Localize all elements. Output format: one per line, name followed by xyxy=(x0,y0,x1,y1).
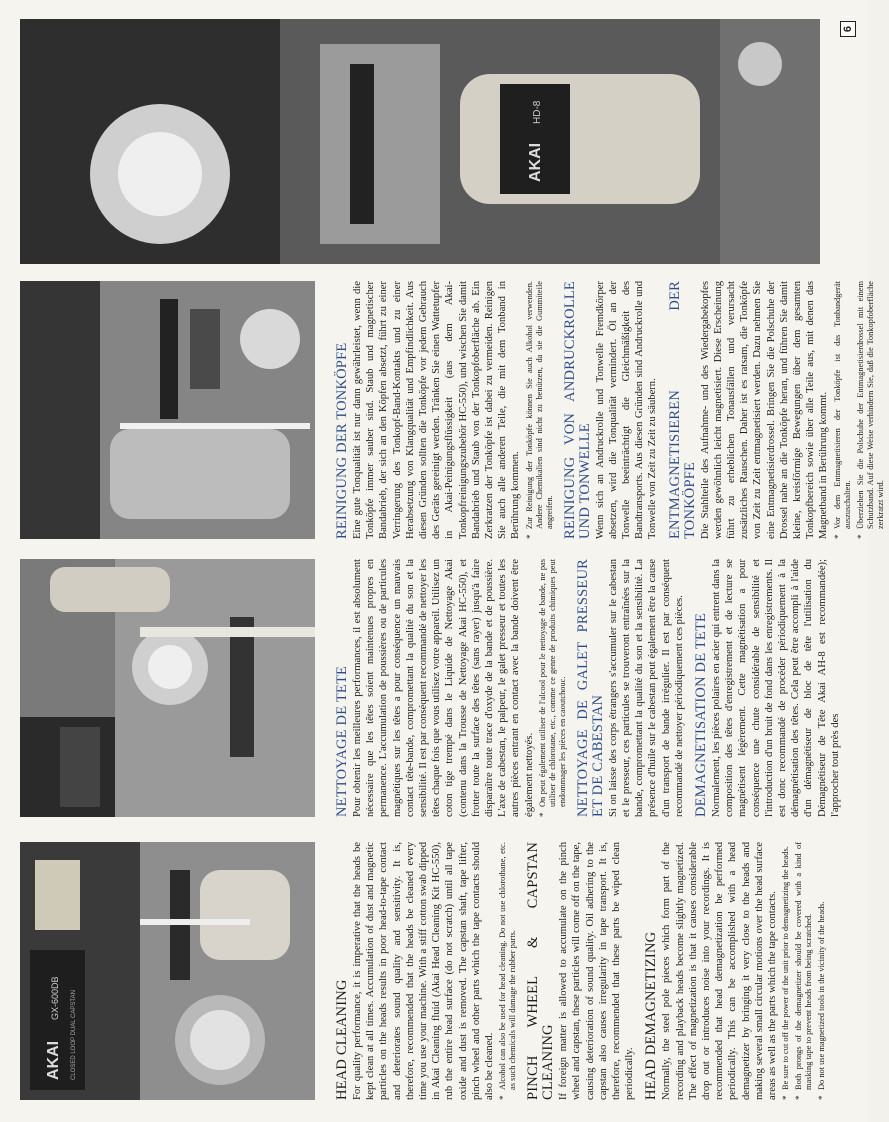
heading-andruckrolle: REINIGUNG VON ANDRUCKROLLE UND TONWELLE xyxy=(561,281,593,539)
note-alcohol: * Alcohol can also be used for head cleaning. Do not use chlorothane, etc. as such chemicals will damage the rubber parts. xyxy=(498,842,518,1100)
heading-galet-presseur: NETTOYAGE DE GALET PRESSEUR ET DE CABESTAN xyxy=(574,559,606,817)
note-prongs: * Both prongs of the demagnetizer should be covered with a kind of masking tape to prevent heads from being scratched. xyxy=(794,842,814,1100)
page-number: 6 xyxy=(840,21,856,37)
photo-head-cleaning-fr xyxy=(20,559,315,817)
column-german xyxy=(0,281,885,539)
heading-head-cleaning: HEAD CLEANING xyxy=(334,979,350,1100)
note-alkohol: * Zur Reinigung der Tonköpfe können Sie auch Alkohol verwenden. Andere Chemikalien sind nicht zu benützen, da sie die Gummiteile angreifen. xyxy=(525,281,555,539)
para-entmagnetisieren: Die Stahlteile des Aufnahme- und des Wiedergabekopfes werden gewöhnlich leicht magnetisiert. Diese Erscheinung führt zu erheblichen Tonausfällen und verursacht zusätzliches Rauschen. Daher ist es ratsam, die Tonköpfe von Zeit zu Zeit entmagnetisiert werden. Dazu nehmen Sie eine Entmagnetisierdrossel. Bringen Sie die Polschuhe der Drossel nahe an die Tonköpfe heran, und führen Sie damit kleine, kreisförmige Bewegungen über dem gesamten Tonkopfbereich sowie über alle Teile aus, mit denen das Magnetband in Berührung kommt. xyxy=(699,281,830,539)
note-power-off: * Be sure to cut off the power of the unit prior to demagnetizing the heads. xyxy=(781,842,791,1100)
english-text xyxy=(335,842,830,1100)
french-text xyxy=(335,559,844,817)
note-tools: * Do not use magnetized tools in the vicinity of the heads. xyxy=(817,842,827,1100)
column-english xyxy=(0,842,868,1100)
para-reinigung-tonkoepfe: Eine gute Tonqualität ist nur dann gewährleistet, wenn die Tonköpfe immer sauber sind. Staub und magnetischer Bandabrieb, der sich an den Köpfen absetzt, führt zu einer Verringerung des Tonkopf-Band-Kontakts und zu einer Herabsetzung von Klangqualität und Empfindlichkeit. Aus diesen Gründen sollten die Tonköpfe vor jedem Gebrauch des Geräts gereinigt werden. Tränken Sie einen Wattetupfer in Akai-Peinigungsflüssigkeit (aus dem Akai-Tonkopfreinigungszubehör HC-550), und wischen Sie damit Bandabrieb und Staub von der Tonkopfoberfläche ab. Ein Zerkratzen der Tonköpfe ist dabei zu vermeiden. Reinigen Sie auch alle anderen Teile, die mit dem Tonband in Berührung kommen. xyxy=(352,281,522,539)
heading-demagnetisation: DEMAGNETISATION DE TETE xyxy=(693,612,710,817)
note-schutzband: * Überziehen Sie die Polschuhe der Entmagnetisierdrossel mit einem Schutzband. Auf diese Weise verhindern Sie, daß die Tonkopfoberfläche zerkratzt wird. xyxy=(856,281,886,539)
column-french xyxy=(0,559,868,817)
photo-demagnetizer xyxy=(20,19,820,264)
demag-brand-text: AKAI xyxy=(527,142,544,182)
heading-demagnetizing: HEAD DEMAGNETIZING xyxy=(643,931,660,1100)
heading-entmagnetisieren: ENTMAGNETISIEREN DER TONKÖPFE xyxy=(666,281,698,539)
photo-head-cleaning xyxy=(20,842,315,1100)
note-ausschalten: * Vor dem Entmagnetisieren der Tonköpfe ist das Tonbandgerät auszuschalten. xyxy=(833,281,853,539)
para-andruckrolle: Wenn sich an Andruckrolle und Tonwelle Fremdkörper absetzen, wird die Tonqualität vermindert. Öl an der Tonwelle beeinträchtigt die Gleichmäßigkeit des Bandtransports. Aus diesen Gründen sind Andruckrolle und Tonwelle von Zeit zu Zeit zu säubern. xyxy=(594,281,659,539)
photo-model-text: GX-600DB xyxy=(50,976,60,1020)
para-nettoyage-tete: Pour obtenir les meilleures performances, il est absolument nécessaire que les têtes soient maintenues propres en permanence. L'accumulation de poussières ou de particules magnétiques sur les têtes a pour conséquence un mauvais contact tête-bande, compromettant la qualité du son et la sensibilité. Il est par conséquent recommandé de nettoyer les têtes chaque fois que vous utilisez votre appareil. Utilisez un coton tige trempé dans le Liquide de Nettoyage Akai (contenu dans la Trousse de Nettoyage Akai HC-550), et frotter toute la surface des têtes (sans rayer) jusqu'à faire disparaître toute trace d'oxyde de la bande et de poussière. L'axe de cabestan, le palpeur, le galet presseur et toutes les autres pièces entrant en contact avec la bande doivent être également nettoyés. xyxy=(352,559,535,817)
heading-reinigung-tonkoepfe: REINIGUNG DER TONKÖPFE xyxy=(334,342,350,539)
para-pinch-wheel: If foreign matter is allowed to accumulate on the pinch wheel and capstan, these particles will come off on the tape, causing deterioration of sound quality. Oil adhering to the capstan also causes irregularity in tape transport. It is, therefore, recommended that these parts be wiped clean periodically. xyxy=(558,842,636,1100)
demag-model-text: HD-8 xyxy=(532,100,543,124)
para-galet-presseur: Si on laisse des corps étrangers s'accumuler sur le cabestan et le presseur, ces particules se trouveront entraînées sur la bande, compromettant la qualité du son et la sensibilité. La présence d'huile sur le cabestan peut également être la cause d'un transport de bande irrégulier. Il est par conséquent recommandé de nettoyer périodiquement ces pièces. xyxy=(607,559,685,817)
heading-pinch-wheel: PINCH WHEEL & CAPSTAN CLEANING xyxy=(525,842,557,1100)
para-head-cleaning: For quality performance, it is imperative that the heads be kept clean at all times. Accumulation of dust and magnetic particles on the heads results in poor head-to-tape contact and deteriorates sound quality and sensitivity. It is, therefore, recommended that the heads be cleaned every time you use your machine. With a stiff cotton swab dipped in Akai Cleaning fluid (Akai Head Cleaning Kit HC-550), rub the entire head surface (do not scratch) until all tape oxide and dust is removed. The capstan shaft, tape lifter, pinch wheel and other parts which the tape contacts should also be cleaned. xyxy=(352,842,496,1100)
note-alcool: * On peut également utiliser de l'alcool pour le nettoyage de bande, ne pas utiliser de chlorotane, etc., comme ce genre de produits chimiques peut endommager les pièces en caoutchouc. xyxy=(538,559,568,817)
column-photo xyxy=(0,19,868,264)
photo-head-cleaning-de xyxy=(20,281,315,539)
photo-label-text: CLOSED LOOP DUAL CAPSTAN xyxy=(71,990,77,1080)
para-demagnetizing: Normally, the steel pole pieces which form part of the recording and playback heads become slightly magnetized. The effect of magnetization is that it causes considerable drop out or introduces noise into your recordings. It is recommended that head demagnetization be performed periodically. This can be accomplished with a head demagnetizer by bringing it very close to the heads and making several small circular motions over the head surface areas as well as the parts which the tape contacts. xyxy=(661,842,779,1100)
german-text xyxy=(335,281,889,539)
heading-nettoyage-tete: NETTOYAGE DE TETE xyxy=(334,665,350,817)
photo-brand-text: AKAI xyxy=(45,1040,62,1080)
para-demagnetisation: Normalement, les pièces polaires en acier qui entrent dans la composition des têtes d'enregistrement et de lecture se magnétisent légèrement. Cette magnétisation a pour conséquence une chute considérable de sensibilité et l'introduction d'un bruit de fond dans les enregistrements. Il est donc recommandé de procéder périodiquement à la démagnétisation des têtes. Cela peut être accompli à l'aide d'un démagnétiseur de bloc de tête l'utilisation du Démagnétiseur de Tête Akai AH-8 est recommandée); l'approcher tout près des xyxy=(711,559,841,817)
